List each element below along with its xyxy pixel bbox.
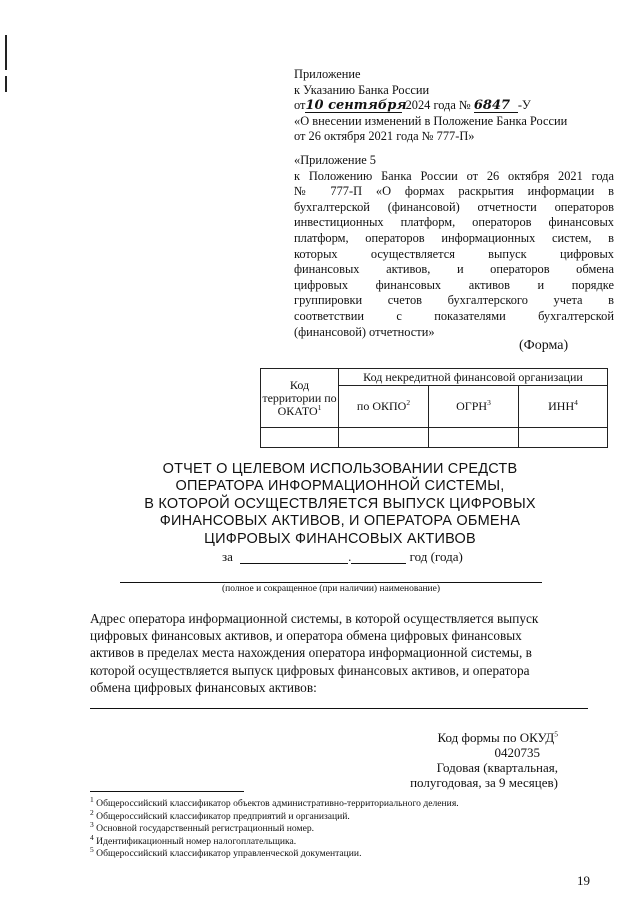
footnote-text: Общероссийский классификатор предприятий и организаций. <box>96 810 350 822</box>
okpo-footnote-mark: 2 <box>406 398 411 407</box>
address-line: Адрес оператора информационной системы, в которой осуществляется выпуск <box>90 611 539 626</box>
handwritten-date: 10 сентября <box>305 98 407 114</box>
okud-code: 0420735 <box>494 745 540 760</box>
scan-edge-mark <box>5 35 7 70</box>
name-underline <box>120 582 542 583</box>
footnote-text: Общероссийский классификатор объектов административно-территориального деления. <box>96 798 459 809</box>
address-line: которой осуществляется выпуск цифровых финансовых активов, и оператора <box>90 662 530 678</box>
inn-footnote-mark: 4 <box>574 398 578 407</box>
inn-header: ИНН <box>548 399 575 413</box>
directive-date-line <box>294 98 614 114</box>
period-suffix: год (года) <box>409 549 463 564</box>
ogrn-cell <box>429 386 519 428</box>
ogrn-footnote-mark: 3 <box>487 398 491 407</box>
okud-line <box>380 730 558 745</box>
appendix-label: Приложение <box>294 67 361 81</box>
address-line: активов в пределах места нахождения оператора информационной системы, в <box>90 645 532 661</box>
page-number: 19 <box>577 873 590 888</box>
appendix5-line: группировки счетов бухгалтерского учета в <box>294 293 614 308</box>
directive-ref: к Указанию Банка России <box>294 82 430 97</box>
footnote-text: Идентификационный номер налогоплательщика. <box>96 835 297 847</box>
territory-value-cell <box>261 428 339 448</box>
appendix5-line: финансовых активов, и операторов обмена <box>294 262 614 277</box>
org-header: Код некредитной финансовой организации <box>363 369 583 384</box>
okpo-value-cell <box>339 428 429 448</box>
period-blank <box>240 550 348 564</box>
appendix5-line: бухгалтерской (финансовой) отчетности операторов <box>294 199 614 214</box>
handwritten-number: 6847 <box>474 99 518 113</box>
appendix5-line: инвестиционных платформ, операторов финансовых <box>294 215 614 230</box>
footnote-num: 4 <box>90 832 94 842</box>
form-label: (Форма) <box>519 338 569 353</box>
amendment-line-1: «О внесении изменений в Положение Банка России <box>294 113 568 128</box>
scan-edge-mark <box>5 76 7 92</box>
address-line: обмена цифровых финансовых активов: <box>90 679 317 695</box>
title-line: ЦИФРОВЫХ ФИНАНСОВЫХ АКТИВОВ <box>204 530 476 547</box>
appendix5-line: цифровых финансовых активов и порядке <box>294 277 614 292</box>
ogrn-header: ОГРН <box>456 399 488 413</box>
amendment-line-2: от 26 октября 2021 года № 777-П» <box>294 129 475 144</box>
footnote-num: 1 <box>90 794 94 804</box>
codes-table <box>260 368 608 448</box>
footnote-num: 2 <box>90 807 94 817</box>
okpo-cell <box>339 386 429 428</box>
footnote-separator <box>90 791 244 792</box>
footnote-text: Общероссийский классификатор управленческой документации. <box>96 848 362 859</box>
inn-cell <box>519 386 608 428</box>
footnote-text: Основной государственный регистрационный номер. <box>96 823 315 834</box>
report-title <box>100 461 580 548</box>
footnote-num: 5 <box>90 844 94 854</box>
title-line: ОТЧЕТ О ЦЕЛЕВОМ ИСПОЛЬЗОВАНИИ СРЕДСТВ <box>162 461 518 477</box>
territory-footnote-mark: 1 <box>317 402 322 412</box>
address-underline <box>90 708 588 709</box>
period-type-line-1: Годовая (квартальная, <box>436 760 558 775</box>
footnote <box>90 807 459 824</box>
footnote <box>90 832 459 849</box>
name-caption: (полное и сокращенное (при наличии) наименование) <box>221 584 441 594</box>
org-header-cell <box>339 369 608 386</box>
inn-value-cell <box>519 428 608 448</box>
address-paragraph <box>90 610 588 696</box>
number-suffix: -У <box>517 98 531 113</box>
footnote <box>90 794 459 811</box>
appendix5-block <box>294 153 614 340</box>
header-block <box>294 67 614 145</box>
period-prefix: за <box>222 549 233 564</box>
appendix5-line: к Положению Банка России от 26 октября 2021 года <box>294 168 614 183</box>
title-line: В КОТОРОЙ ОСУЩЕСТВЛЯЕТСЯ ВЫПУСК ЦИФРОВЫХ <box>144 495 536 512</box>
okpo-header: по ОКПО <box>356 399 407 413</box>
appendix5-line: платформ, операторов информационных систем, в <box>294 230 614 245</box>
appendix5-line: «Приложение 5 <box>294 153 376 167</box>
date-prefix: от <box>294 98 306 113</box>
footnote <box>90 844 459 861</box>
report-period: за . год (года) <box>222 549 463 564</box>
footnote-num: 3 <box>90 819 94 829</box>
title-line: ОПЕРАТОРА ИНФОРМАЦИОННОЙ СИСТЕМЫ, <box>175 478 505 495</box>
ogrn-value-cell <box>429 428 519 448</box>
territory-header: Код территории по ОКАТО <box>262 377 337 418</box>
appendix5-line: № 777-П «О формах раскрытия информации в <box>294 184 614 199</box>
appendix5-line: соответствии с показателями бухгалтерской <box>294 308 614 323</box>
footnote <box>90 819 459 836</box>
appendix5-line: которых осуществляется выпуск цифровых <box>294 246 614 261</box>
territory-header-cell <box>261 369 339 428</box>
address-line: цифровых финансовых активов, и оператора обмена цифровых финансовых <box>90 628 522 644</box>
year-blank <box>351 550 406 564</box>
okud-label: Код формы по ОКУД <box>437 730 555 745</box>
period-type-line-2: полугодовая, за 9 месяцев) <box>410 775 558 790</box>
okud-footnote-mark: 5 <box>554 729 558 739</box>
year-and-no: 2024 года № <box>405 98 471 113</box>
footnotes <box>90 794 459 861</box>
appendix5-line: (финансовой) отчетности» <box>294 324 435 339</box>
form-code-block <box>380 730 558 790</box>
title-line: ФИНАНСОВЫХ АКТИВОВ, И ОПЕРАТОРА ОБМЕНА <box>159 513 521 530</box>
